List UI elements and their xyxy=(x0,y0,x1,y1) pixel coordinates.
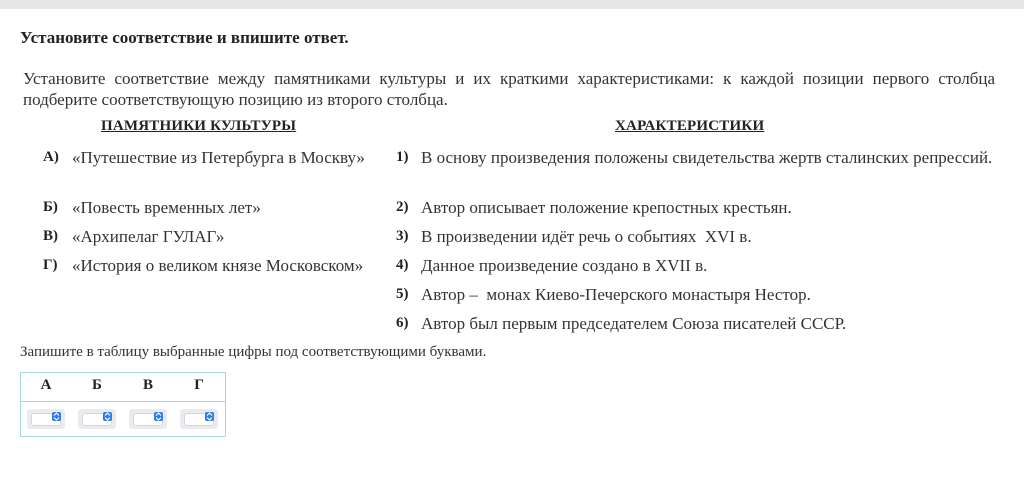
task-instructions: Установите соответствие между памятниками культуры и их краткими характеристиками: к каждой позиции первого столбца подберите соответствующую позицию из второго столбца. xyxy=(23,69,995,109)
left-column-heading: ПАМЯТНИКИ КУЛЬТУРЫ xyxy=(101,118,297,134)
left-item-marker: Г) xyxy=(43,257,58,273)
right-item-text: Автор – монах Киево-Печерского монастыря Нестор. xyxy=(421,285,811,304)
answer-instructions: Запишите в таблицу выбранные цифры под соответствующими буквами. xyxy=(20,344,487,360)
left-item-marker: А) xyxy=(43,149,59,165)
answer-select-g[interactable] xyxy=(180,409,218,429)
answer-select-b[interactable] xyxy=(78,409,116,429)
left-item-text: «История о великом князе Московском» xyxy=(72,256,364,275)
select-stepper-icon xyxy=(154,412,163,421)
select-stepper-icon xyxy=(52,412,61,421)
left-item-text: «Повесть временных лет» xyxy=(72,198,261,217)
right-item-marker: 6) xyxy=(396,315,409,331)
right-item-marker: 5) xyxy=(396,286,409,302)
answer-column-header-b: Б xyxy=(92,377,102,393)
left-item-marker: В) xyxy=(43,228,58,244)
right-item-text: В произведении идёт речь о событиях XVI в. xyxy=(421,227,752,246)
answer-table-divider xyxy=(21,401,225,402)
left-item-text: «Путешествие из Петербурга в Москву» xyxy=(72,148,365,167)
right-item-text: Автор описывает положение крепостных крестьян. xyxy=(421,198,792,217)
answer-column-header-v: В xyxy=(142,377,153,393)
left-item-text: «Архипелаг ГУЛАГ» xyxy=(72,227,225,246)
right-item-marker: 2) xyxy=(396,199,409,215)
right-item-marker: 4) xyxy=(396,257,409,273)
answer-select-v[interactable] xyxy=(129,409,167,429)
right-item-text: Данное произведение создано в XVII в. xyxy=(421,256,708,275)
select-stepper-icon xyxy=(205,412,214,421)
right-item-text: Автор был первым председателем Союза писателей СССР. xyxy=(421,314,847,333)
task-title: Установите соответствие и впишите ответ. xyxy=(20,28,349,47)
answer-select-a[interactable] xyxy=(27,409,65,429)
answer-table xyxy=(20,372,226,437)
right-item-text: В основу произведения положены свидетельства жертв сталинских репрессий. xyxy=(421,148,993,167)
answer-column-header-a: А xyxy=(40,377,52,393)
right-item-marker: 1) xyxy=(396,149,409,165)
right-column-heading: ХАРАКТЕРИСТИКИ xyxy=(615,118,765,134)
left-item-marker: Б) xyxy=(43,199,58,215)
select-stepper-icon xyxy=(103,412,112,421)
top-bar xyxy=(0,0,1024,9)
right-item-marker: 3) xyxy=(396,228,409,244)
answer-column-header-g: Г xyxy=(194,377,204,393)
